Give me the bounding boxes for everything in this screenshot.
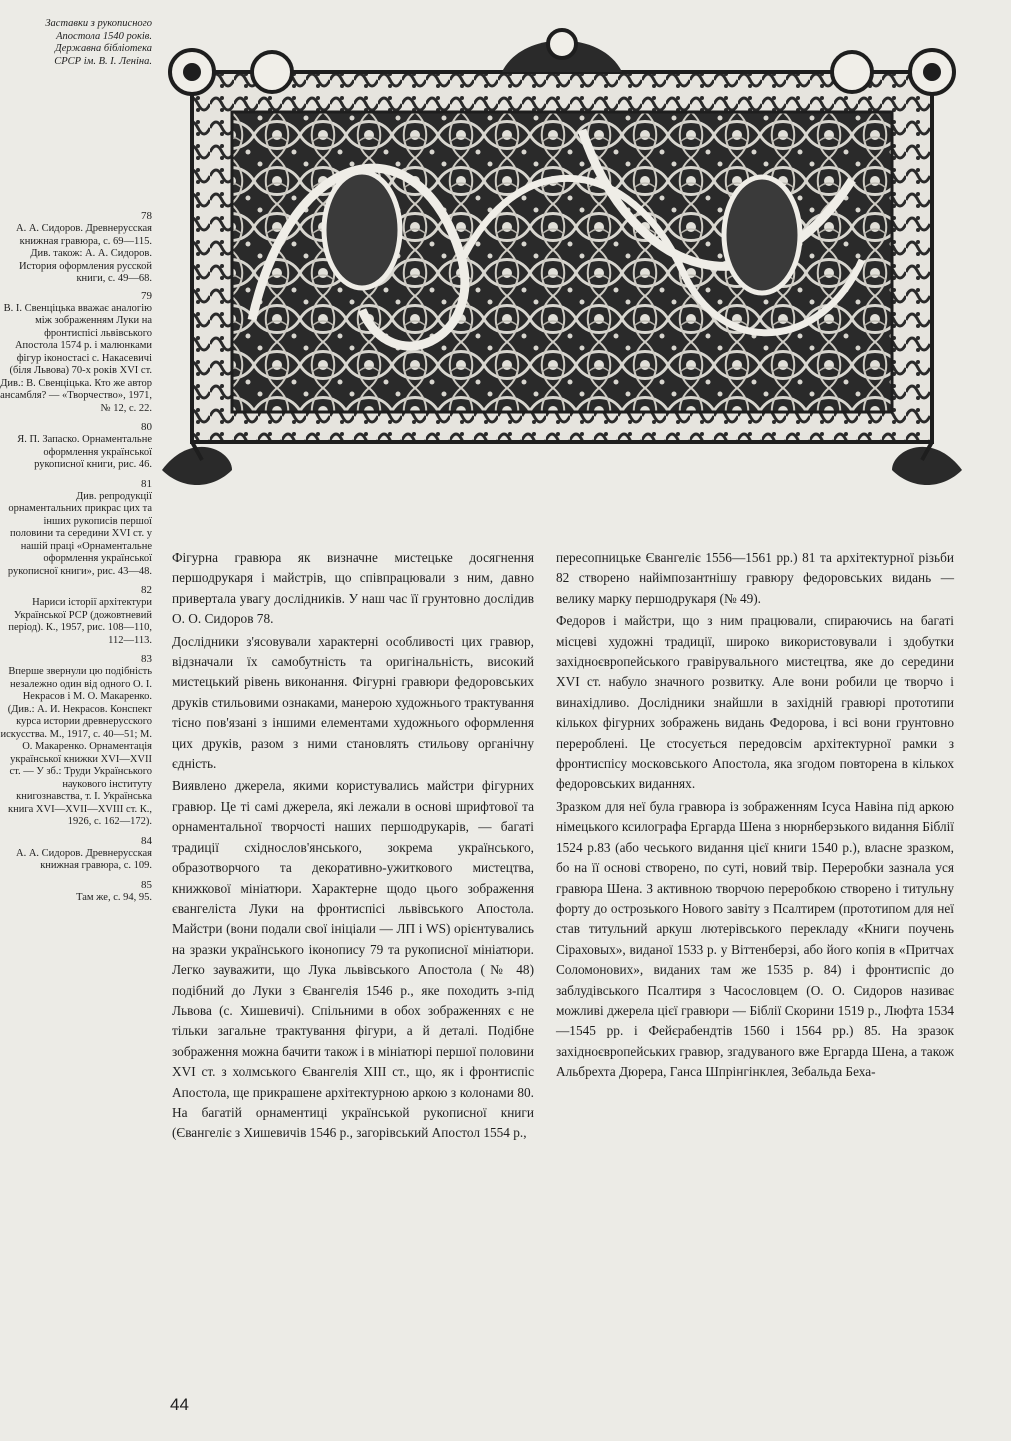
footnote-text: А. А. Сидоров. Древнерусская книжная гравюра, с. 109.	[15, 847, 152, 871]
footnote-text: Див. репродукції орнаментальних прикрас цих та інших рукописів першої половини та середини XVI ст. у нашій праці «Орнаментальне оформлення української рукописної книги», рис. 43—48.	[7, 490, 152, 577]
footnote-81	[0, 478, 152, 579]
footnote-text: Вперше звернули цю подібність незалежно один від одного О. І. Некрасов і М. О. Макаренко. (Див.: А. И. Некрасов. Конспект курса истории древнерусского искусства. М., 1917, с. 40—51; М. О. Макаренко. Орнаментація української книжки XVI—XVII ст. — У зб.: Труди Українського наукового інституту книгознавства, т. І. Українська книга XVI—XVII—XVIII ст. К., 1926, с. 162—172).	[0, 666, 152, 827]
ornamental-headpiece-engraving	[162, 20, 962, 498]
footnote-text: Я. П. Запаско. Орнаментальне оформлення української рукописної книги, рис. 46.	[17, 434, 152, 470]
footnote-number: 79	[141, 289, 152, 302]
footnote-number: 83	[141, 653, 152, 665]
caption-line: Державна бібліотека	[55, 43, 152, 54]
footnote-number: 85	[141, 878, 152, 891]
footnote-84	[0, 835, 152, 873]
paragraph: Зразком для неї була гравюра із зображенням Ісуса Навіна під аркою німецького ксилографа Ергарда Шена з нюрнберзького видання Біблії 1524 р.83 (або чеського видання цієї книги 1540 р.), власне зразком, бо на її основі створено, по суті, новий твір. Переробки зазнала уся гравюра Шена. З активною творчою переробкою створено і титульну форту до острозького Нового завіту з Псалтирем (прототипом для неї став титульний аркуш лютерівського перекладу «Книги поучень Сіраховых», виданої 1533 р. у Віттенберзі, або його копія в «Притчах Соломонових», виданих там же 1535 р. 84) і фронтиспіс до заблудівського Псалтиря з Часословцем (О. О. Сидоров називає можливі джерела цієї гравюри — Біблії Скорини 1519 р., Люфта 1534—1545 рр. і Фейєрабендтів 1560 і 1564 рр.) 85. На зразок західноєвропейських гравюр, згадуваного вже Ергарда Шена, а також Альбрехта Дюрера, Ганса Шпрінгінклея, Зебальда Беха-	[556, 798, 954, 1080]
footnote-number: 84	[141, 834, 152, 847]
footnote-number: 80	[141, 421, 152, 433]
footnote-78	[0, 210, 152, 286]
footnote-number: 81	[141, 477, 152, 490]
footnote-text: Нариси історії архітектури Української РСР (дожовтневий період). К., 1957, рис. 108—110, 112—113.	[8, 597, 152, 646]
footnote-number: 78	[141, 210, 152, 222]
footnote-text: А. А. Сидоров. Древнерусская книжная гравюра, с. 69—115. Див. також: А. А. Сидоров. История оформления русской книги, с. 49—68.	[15, 223, 152, 284]
footnote-82	[0, 584, 152, 647]
footnote-text: Там же, с. 94, 95.	[76, 891, 152, 903]
paragraph: пересопницьке Євангеліє 1556—1561 рр.) 81 та архітектурної різьби 82 створено найімпозантнішу гравюру федоровських видань — велику марку першодрукаря (№ 49).	[556, 550, 954, 606]
footnote-83	[0, 653, 152, 829]
caption-line: Заставки з рукописного	[45, 18, 152, 29]
paragraph: Фігурна гравюра як визначне мистецьке досягнення першодрукаря і майстрів, що співпрацювали з ним, давно привертала увагу дослідників. У наш час її грунтовно дослідив О. О. Сидоров 78.	[172, 550, 534, 627]
body-column-left	[172, 548, 534, 1144]
paragraph: Виявлено джерела, якими користувались майстри фігурних гравюр. Це ті самі джерела, які лежали в основі шрифтової та орнаментальної творчості наших першодрукарів, — багаті традиції східнослов'янського, зокрема українського, образотворчого та декоративно-ужиткового мистецтва, книжкової мініатюри. Характерне щодо цього зображення євангеліста Луки на фронтиспісі львівського Апостола. Майстри (вони подали свої ініціали — ЛП і WS) орієнтувались на зразки українського іконопису 79 та рукописної мініатюри. Легко зауважити, що Лука львівського Апостола (№ 48) подібний до Луки з Євангелія 1546 р., яке походить з-під Львова (с. Хишевичі). Спільними в обох зображеннях є не тільки загальне трактування фігури, а й деталі. Подібне зображення можна бачити також і в мініатюрі першої половини XVI ст. з холмського Євангелія XIII ст., що, як і фронтиспіс Апостола, ще прикрашене архітектурною аркою з колонами 80. На багатій орнаментиці українськой рукописної книги (Євангеліє з Хишевичів 1546 р., загорівський Апостол 1554 р.,	[172, 778, 534, 1141]
caption-line: СРСР ім. В. І. Леніна.	[54, 55, 152, 67]
figure-caption	[0, 18, 152, 68]
paragraph: Дослідники з'ясовували характерні особливості цих гравюр, відзначали їх самобутність та оригінальність, високий мистецький рівень виконання. Фігурні гравюри федоровських друків стильовими ознаками, манерою художнього трактування тісно пов'язані з іншими елементами художнього оформлення цих друків, разом з ними становлять стильову органічну єдність.	[172, 633, 534, 772]
footnote-85	[0, 879, 152, 905]
footnote-80	[0, 421, 152, 472]
paragraph: Федоров і майстри, що з ним працювали, спираючись на багаті місцеві художні традиції, широко використовували і здобутки західноєвропейського гравірувального мистецтва, яке до середини XVI ст. набуло значного розвитку. Але вони робили це творчо і винахідливо. Дослідники знайшли в західній гравюрі прототипи кількох фігурних зображень видань Федорова, і всі вони грунтовно перероблені. Це стосується передовсім архітектурної рамки з фронтиспісу московського Апостола, яка згодом повторена в кількох федоровських виданнях.	[556, 613, 954, 792]
footnote-79	[0, 290, 152, 416]
caption-line: Апостола 1540 років.	[56, 30, 152, 42]
body-column-right	[556, 548, 954, 1083]
footnote-text: В. І. Свенціцька вважає аналогію між зображенням Луки на фронтиспісі львівського Апостола 1574 р. і малюнками фігур іконостасі с. Накасевичі (біля Львова) 70-х років XVI ст. Див.: В. Свенціцька. Кто же автор ансамбля? — «Творчество», 1971, № 12, с. 22.	[0, 302, 152, 414]
margin-notes	[0, 18, 152, 904]
footnote-number: 82	[141, 584, 152, 596]
page-number: 44	[170, 1395, 189, 1414]
